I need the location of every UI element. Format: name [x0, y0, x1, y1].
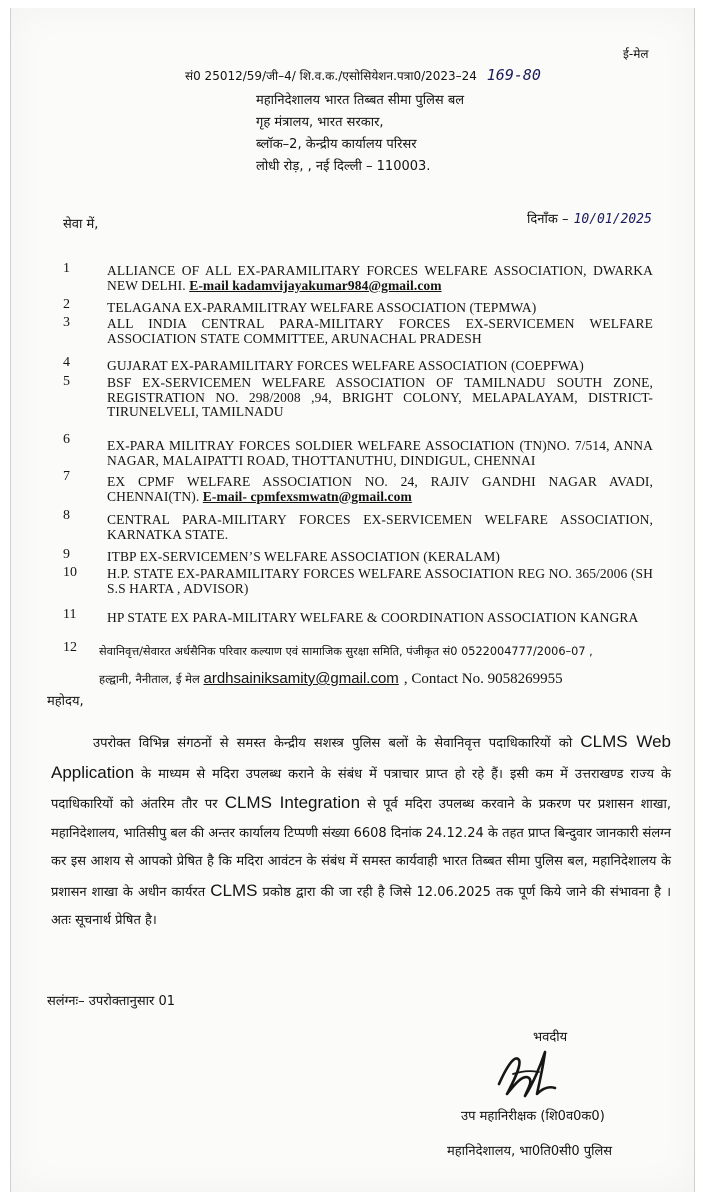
recipient-text: CENTRAL PARA-MILITARY FORCES EX-SERVICEMEN WELFARE ASSOCIATION, KARNATKA STATE.	[107, 512, 653, 542]
body-text-5: प्रकोष्ठ द्वारा की जा रही है जिसे 12.06.2025 तक पूर्ण किये जाने की संभावना है । अतः सूचनार्थ प्रेषित है।	[51, 884, 672, 928]
letter-page	[10, 8, 695, 1192]
recipient-12-email[interactable]: ardhsainiksamity@gmail.com	[203, 670, 399, 687]
recipient-number: 10	[63, 565, 77, 580]
recipient-text: TELAGANA EX-PARAMILITRAY WELFARE ASSOCIATION (TEPMWA)	[107, 300, 537, 315]
date-label: दिनाँक –	[527, 212, 569, 227]
recipient-text: BSF EX-SERVICEMEN WELFARE ASSOCIATION OF TAMILNADU SOUTH ZONE, REGISTRATION NO. 298/2008 ,94, BRIGHT COLONY, MELAPALAYAM, DISTRICT-TIRUNELVELI, TAMILNADU	[107, 375, 653, 419]
recipient-item	[107, 439, 653, 468]
recipient-number: 12	[63, 640, 77, 655]
signatory-office: महानिदेशालय, भा0ति0सी0 पुलिस	[447, 1144, 613, 1159]
body-clms-web: CLMS Web Application	[51, 732, 672, 782]
recipient-email[interactable]: E-mail- cpmfexsmwatn@gmail.com	[202, 488, 412, 504]
recipient-email[interactable]: E-mail kadamvijayakumar984@gmail.com	[189, 277, 442, 293]
recipient-text: ALL INDIA CENTRAL PARA-MILITARY FORCES EX-SERVICEMEN WELFARE ASSOCIATION STATE COMMITTEE, ARUNACHAL PRADESH	[107, 316, 653, 346]
office-line-3: ब्लॉक–2, केन्द्रीय कार्यालय परिसर	[256, 137, 417, 152]
office-line-4: लोधी रोड़, , नई दिल्ली – 110003.	[256, 159, 431, 174]
recipient-12-place: हल्द्वानी, नैनीताल, ई मेल	[99, 672, 204, 686]
body-paragraph	[51, 728, 671, 936]
recipient-number: 11	[63, 607, 77, 622]
reference-number	[185, 66, 541, 84]
recipient-text: ALLIANCE OF ALL EX-PARAMILITARY FORCES WELFARE ASSOCIATION, DWARKA NEW DELHI.	[107, 263, 653, 293]
recipient-12-contact: , Contact No. 9058269955	[403, 671, 563, 687]
body-clms: CLMS	[210, 880, 258, 900]
recipient-number: 5	[63, 374, 70, 389]
recipient-number: 2	[63, 297, 70, 312]
recipient-item	[107, 301, 653, 316]
recipient-item	[107, 550, 653, 565]
body-text-4: से पूर्व मदिरा उपलब्ध करवाने के प्रकरण पर प्रशासन शाखा, महानिदेशालय, भातिसीपु बल की अन्तर कार्यालय टिप्पणी संख्या 6608 दिनांक 24.12.24 के तहत प्राप्त बिन्दुवार जानकारी संलग्न कर इस आशय से आपको प्रेषित है कि मदिरा आवंटन के संबंध में समस्त कार्यवाही भारत तिब्बत सीमा पुलिस बल, महानिदेशालय के प्रशासन शाखा के अधीन कार्यरत	[51, 797, 671, 900]
office-line-1: महानिदेशालय भारत तिब्बत सीमा पुलिस बल	[256, 93, 465, 108]
body-clms-integration: CLMS Integration	[224, 793, 361, 812]
recipient-number: 3	[63, 315, 70, 330]
recipient-12-line-2	[99, 668, 563, 688]
recipient-item	[107, 376, 653, 420]
recipient-number: 8	[63, 508, 70, 523]
recipient-number: 7	[63, 469, 70, 484]
salutation: महोदय,	[47, 694, 84, 709]
recipient-item	[107, 475, 653, 504]
reference-text: सं0 25012/59/जी–4/ शि.व.क./एसोसियेशन.पत्रा0/2023–24	[185, 69, 477, 83]
recipient-item	[107, 359, 653, 374]
email-stamp: ई-मेल	[623, 47, 649, 61]
recipient-item	[107, 567, 653, 596]
recipient-item	[107, 264, 653, 293]
recipient-number: 6	[63, 432, 70, 447]
signatory-designation: उप महानिरीक्षक (शि0व0क0)	[461, 1109, 605, 1124]
recipient-text: EX-PARA MILITRAY FORCES SOLDIER WELFARE ASSOCIATION (TN)NO. 7/514, ANNA NAGAR, MALAIPATTI ROAD, THOTTANUTHU, DINDIGUL, CHENNAI	[107, 438, 653, 468]
recipient-text: HP STATE EX PARA-MILITARY WELFARE & COORDINATION ASSOCIATION KANGRA	[107, 610, 639, 625]
handwritten-signature	[489, 1044, 561, 1102]
closing: भवदीय	[533, 1030, 568, 1045]
recipient-item	[107, 317, 653, 346]
recipient-item	[107, 611, 653, 626]
recipient-12-line-1: सेवानिवृत्त/सेवारत अर्धसैनिक परिवार कल्याण एवं सामाजिक सुरक्षा समिति, पंजीकृत सं0 0522004777/2006–07 ,	[99, 645, 593, 658]
body-text-1: उपरोक्त विभिन्न संगठनों से समस्त केन्द्रीय सशस्त्र पुलिस बलों के सेवानिवृत्त पदाधिकारियों को	[93, 736, 573, 751]
office-line-2: गृह मंत्रालय, भारत सरकार,	[256, 115, 384, 130]
recipient-number: 1	[63, 261, 70, 276]
recipient-text: ITBP EX-SERVICEMEN’S WELFARE ASSOCIATION (KERALAM)	[107, 549, 500, 564]
body-text-3: इसी कम में उत्तराखण्ड राज्य के पदाधिकारियों को अंतरिम तौर पर	[51, 766, 671, 812]
recipient-number: 4	[63, 355, 70, 370]
body-text-2: के माध्यम से मदिरा उपलब्ध कराने के संबंध में पत्राचार प्राप्त हो रहे हैं।	[134, 766, 503, 782]
recipient-item	[107, 513, 653, 542]
reference-handwritten: 169-80	[486, 66, 541, 84]
recipient-text: EX CPMF WELFARE ASSOCIATION NO. 24, RAJIV GANDHI NAGAR AVADI, CHENNAI(TN).	[107, 474, 653, 504]
recipient-number: 9	[63, 547, 70, 562]
to-label: सेवा में,	[63, 217, 99, 232]
enclosure: सलंग्नः– उपरोक्तानुसार 01	[47, 994, 176, 1009]
recipient-text: H.P. STATE EX-PARAMILITARY FORCES WELFARE ASSOCIATION REG NO. 365/2006 (SH S.S HARTA , ADVISOR)	[107, 566, 653, 596]
recipient-text: GUJARAT EX-PARAMILITARY FORCES WELFARE ASSOCIATION (COEPFWA)	[107, 358, 584, 373]
date-line	[527, 208, 652, 227]
date-value: 10/01/2025	[573, 212, 652, 227]
